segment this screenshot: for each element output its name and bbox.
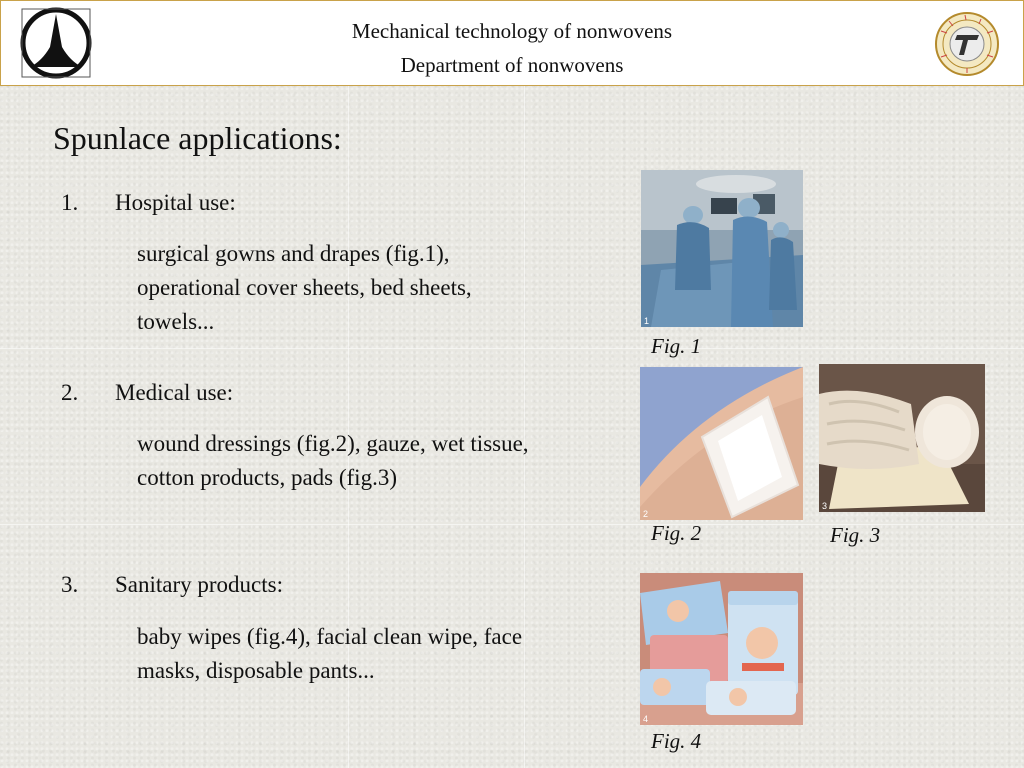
figure-1-caption: Fig. 1 [651,334,702,358]
figure-4-caption: Fig. 4 [651,729,702,753]
figure-1-photo [641,170,803,327]
photo-number: 3 [822,501,828,511]
list-item-heading: Sanitary products: [115,572,283,597]
list-item-body: surgical gowns and drapes (fig.1), operational cover sheets, bed sheets, towels... [137,241,472,334]
header-bar [0,0,1024,86]
figure-4-photo [640,573,803,725]
figure-2-photo [640,367,803,520]
figure-3-caption: Fig. 3 [830,523,881,547]
background-divider [0,348,1024,349]
list-item-body: wound dressings (fig.2), gauze, wet tissue, cotton products, pads (fig.3) [137,431,529,490]
photo-number: 1 [644,316,650,326]
list-item-heading: Medical use: [115,380,234,405]
list-item-heading: Hospital use: [115,190,236,215]
photo-number: 2 [643,509,649,519]
photo-number: 4 [643,714,649,724]
list-item-number: 3. [61,572,79,597]
list-item-number: 2. [61,380,79,405]
slide-title: Spunlace applications: [53,120,342,156]
figure-2-caption: Fig. 2 [651,521,702,545]
list-item-body: baby wipes (fig.4), facial clean wipe, face masks, disposable pants... [137,624,523,683]
header-title-line1: Mechanical technology of nonwovens [351,19,673,43]
university-seal [929,11,1005,77]
figure-3-photo [819,364,985,512]
header-title-line2: Department of nonwovens [400,53,624,77]
list-item-number: 1. [61,190,79,215]
